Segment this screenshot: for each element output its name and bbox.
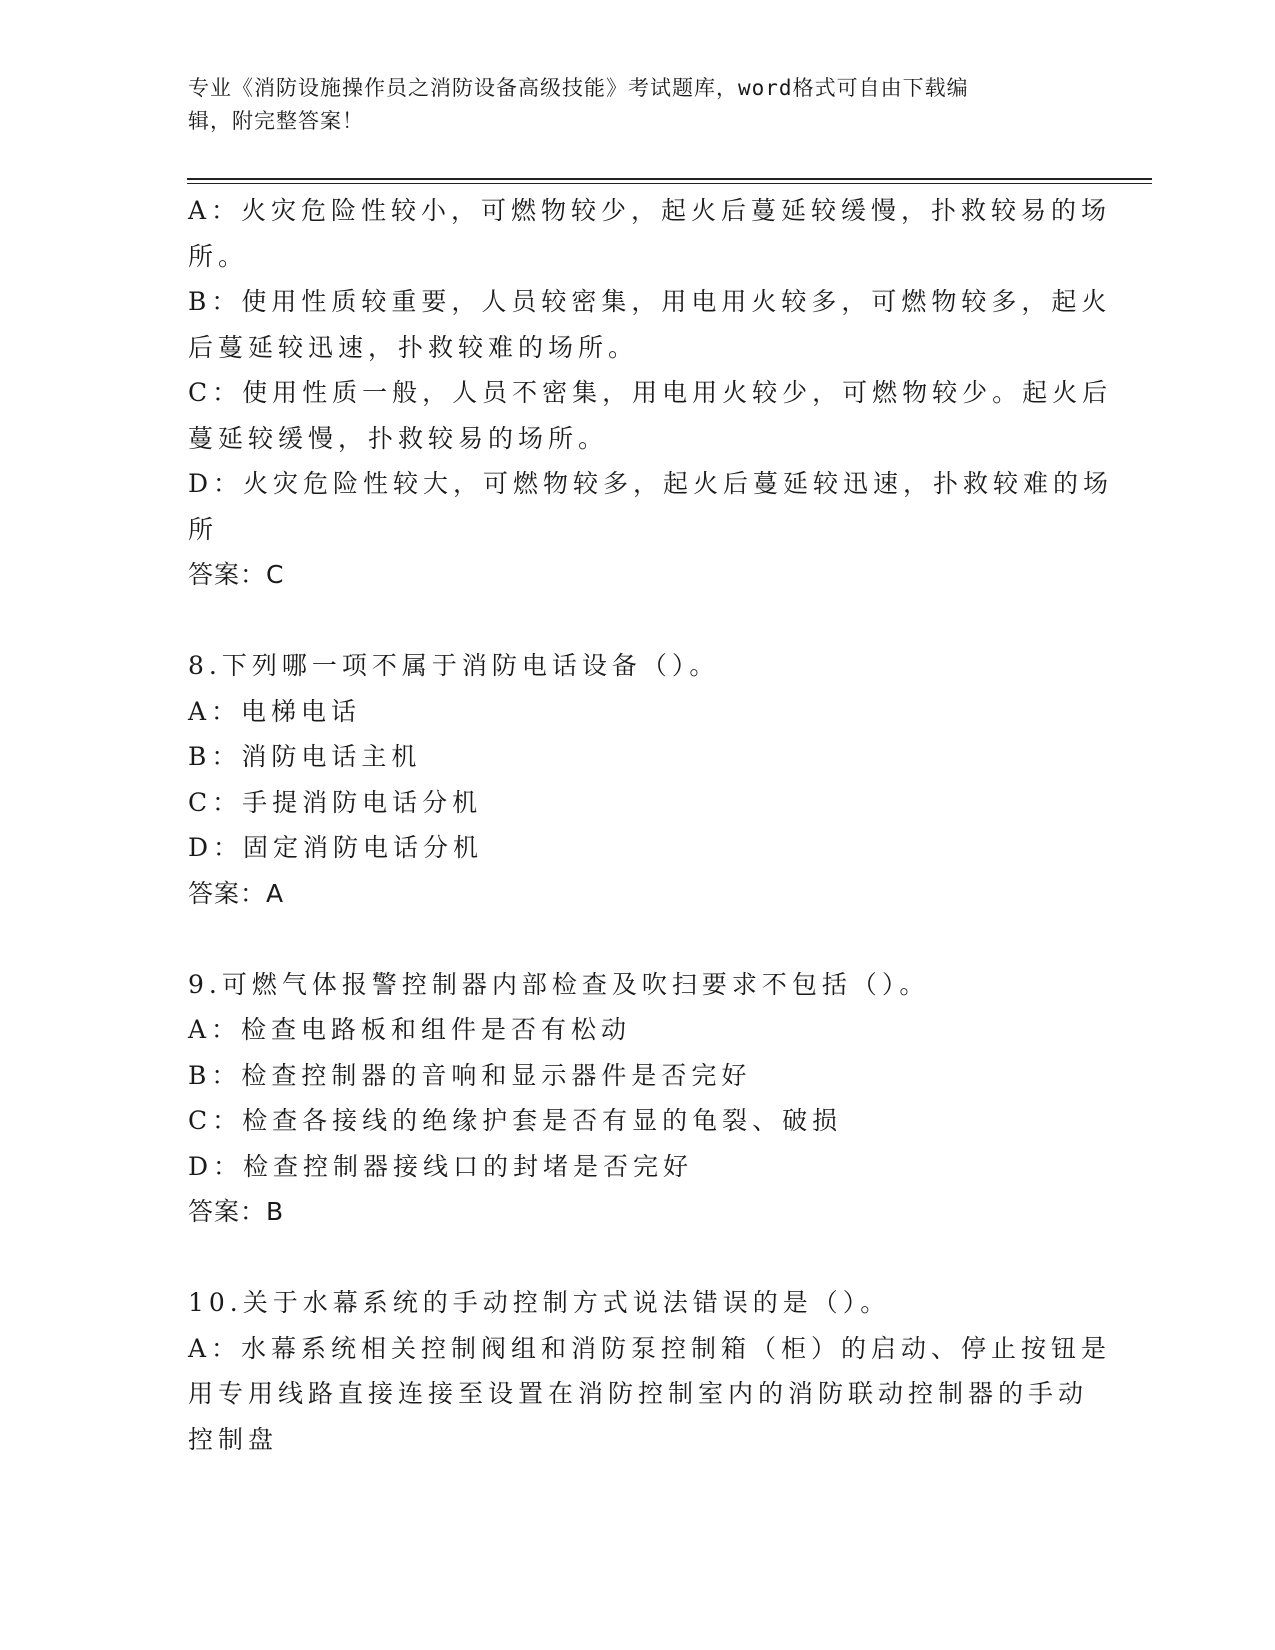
q7-option-d-line-1: D：火灾危险性较大，可燃物较多，起火后蔓延较迅速，扑救较难的场 <box>188 469 1114 498</box>
q9-option-b: B：检查控制器的音响和显示器件是否完好 <box>188 1060 752 1090</box>
header-line-1: 专业《消防设施操作员之消防设备高级技能》考试题库，word格式可自由下载编 <box>188 76 969 100</box>
q8-answer: 答案：A <box>188 878 285 908</box>
spacer <box>188 916 1068 962</box>
q7-option-a-line-1: A：火灾危险性较小，可燃物较少，起火后蔓延较缓慢，扑救较易的场 <box>188 196 1112 225</box>
question-7-block <box>188 188 1114 598</box>
spacer <box>188 1235 1068 1281</box>
q8-option-b: B：消防电话主机 <box>188 742 422 771</box>
question-10-block <box>188 1280 1112 1462</box>
q7-option-c-line-1: C：使用性质一般，人员不密集，用电用火较少，可燃物较少。起火后 <box>188 378 1113 407</box>
q9-answer: 答案：B <box>188 1197 285 1226</box>
question-8-block <box>188 643 1068 916</box>
q8-option-d: D：固定消防电话分机 <box>188 833 484 862</box>
q9-option-c: C：检查各接线的绝缘护套是否有显的龟裂、破损 <box>188 1106 843 1135</box>
q7-option-b-line-1: B：使用性质较重要，人员较密集，用电用火较多，可燃物较多，起火 <box>188 287 1112 316</box>
q9-option-a: A：检查电路板和组件是否有松动 <box>188 1015 632 1044</box>
q7-option-b-line-2: 后蔓延较迅速，扑救较难的场所。 <box>188 332 639 362</box>
q8-question: 8.下列哪一项不属于消防电话设备（）。 <box>188 651 720 680</box>
q9-question: 9.可燃气体报警控制器内部检查及吹扫要求不包括（）。 <box>188 969 930 999</box>
q8-option-c: C：手提消防电话分机 <box>188 787 483 817</box>
document-body <box>188 188 1114 1462</box>
question-9-block <box>188 962 1068 1235</box>
header-line-2: 辑，附完整答案！ <box>188 109 364 133</box>
q7-option-d-line-2: 所 <box>188 514 219 544</box>
header-rule-thin <box>187 183 1152 184</box>
spacer <box>188 598 1068 644</box>
q9-option-d: D：检查控制器接线口的封堵是否完好 <box>188 1151 694 1181</box>
q7-option-c-line-2: 蔓延较缓慢，扑救较易的场所。 <box>188 423 609 453</box>
q8-option-a: A：电梯电话 <box>188 696 362 726</box>
q10-option-a-line-3: 控制盘 <box>188 1424 279 1454</box>
header-rule-thick <box>187 178 1152 180</box>
q7-answer: 答案：C <box>188 560 285 589</box>
document-header <box>188 72 1068 138</box>
q10-option-a-line-2: 用专用线路直接连接至设置在消防控制室内的消防联动控制器的手动 <box>188 1379 1089 1408</box>
q10-option-a-line-1: A：水幕系统相关控制阀组和消防泵控制箱（柜）的启动、停止按钮是 <box>188 1333 1112 1363</box>
q10-question: 10.关于水幕系统的手动控制方式说法错误的是（）。 <box>188 1288 891 1317</box>
q7-option-a-line-2: 所。 <box>188 241 249 271</box>
